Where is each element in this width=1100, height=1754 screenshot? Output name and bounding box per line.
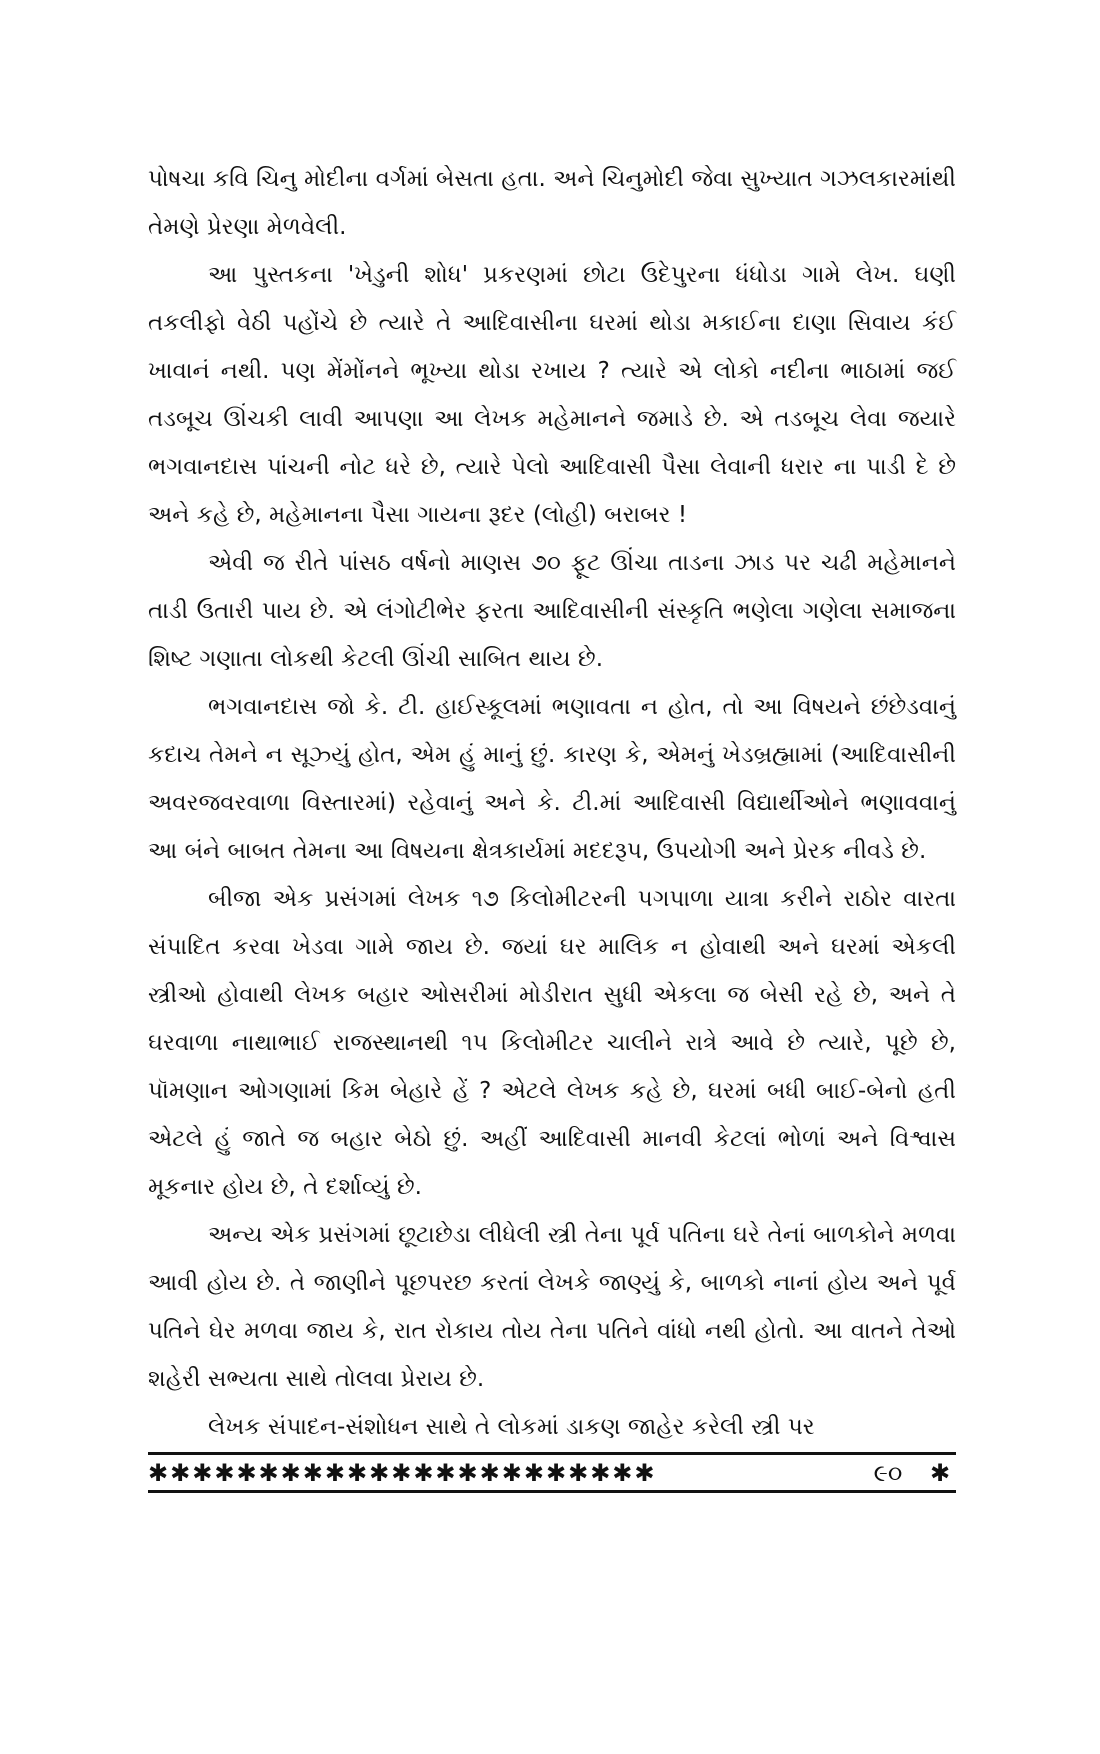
page-number: ૯૦ [873, 1459, 903, 1487]
paragraph-continued: પોષચા કવિ ચિનુ મોદીના વર્ગમાં બેસતા હતા. અને ચિનુમોદી જેવા સુખ્યાત ગઝલકારમાંથી તેમણે પ્રેરણા મેળવેલી. [148, 166, 956, 240]
footer-rule-top [148, 1452, 956, 1455]
footer-end-star-icon: ✱ [930, 1459, 951, 1487]
footer-rule-bottom [148, 1490, 956, 1493]
paragraph-tadi: એવી જ રીતે પાંસઠ વર્ષનો માણસ ૭૦ ફૂટ ઊંચા તાડના ઝાડ પર ચઢી મહેમાનને તાડી ઉતારી પાય છે. એ લંગોટીભેર ફરતા આદિવાસીની સંસ્કૃતિ ભણેલા ગણેલા સમાજના શિષ્ટ ગણાતા લોકથી કેટલી ઊંચી સાબિત થાય છે. [148, 550, 956, 672]
body-text [148, 155, 956, 1451]
page-footer [148, 1448, 956, 1498]
paragraph-bhagwandas: ભગવાનદાસ જો કે. ટી. હાઈસ્કૂલમાં ભણાવતા ન હોત, તો આ વિષયને છંછેડવાનું કદાચ તેમને ન સૂઝ્યું હોત, એમ હું માનું છું. કારણ કે, એમનું ખેડબ્રહ્મામાં (આદિવાસીની અવરજવરવાળા વિસ્તારમાં) રહેવાનું અને કે. ટી.માં આદિવાસી વિદ્યાર્થીઓને ભણાવવાનું આ બંને બાબત તેમના આ વિષયના ક્ષેત્રકાર્યમાં મદદરૂપ, ઉપયોગી અને પ્રેરક નીવડે છે. [148, 694, 956, 864]
paragraph-kheduni-shodh: આ પુસ્તકના 'ખેડુની શોધ' પ્રકરણમાં છોટા ઉદેપુરના ધંધોડા ગામે લેખ. ઘણી તકલીફો વેઠી પહોંચે છે ત્યારે તે આદિવાસીના ઘરમાં થોડા મકાઈના દાણા સિવાય કંઈ ખાવાનં નથી. પણ મેંમોંનને ભૂખ્યા થોડા રખાય ? ત્યારે એ લોકો નદીના ભાઠામાં જઈ તડબૂચ ઊંચકી લાવી આપણા આ લેખક મહેમાનને જમાડે છે. એ તડબૂચ લેવા જયારે ભગવાનદાસ પાંચની નોટ ધરે છે, ત્યારે પેલો આદિવાસી પૈસા લેવાની ધરાર ના પાડી દે છે અને કહે છે, મહેમાનના પૈસા ગાયના રૂદર (લોહી) બરાબર ! [148, 262, 956, 528]
paragraph-dakan: લેખક સંપાદન-સંશોધન સાથે તે લોકમાં ડાકણ જાહેર કરેલી સ્ત્રી પર [208, 1414, 815, 1440]
paragraph-divorce: અન્ય એક પ્રસંગમાં છૂટાછેડા લીધેલી સ્ત્રી તેના પૂર્વ પતિના ઘરે તેનાં બાળકોને મળવા આવી હોય છે. તે જાણીને પૂછપરછ કરતાં લેખકે જાણ્યું કે, બાળકો નાનાં હોય અને પૂર્વ પતિને ઘેર મળવા જાય કે, રાત રોકાય તોય તેના પતિને વાંધો નથી હોતો. આ વાતને તેઓ શહેરી સભ્યતા સાથે તોલવા પ્રેરાય છે. [148, 1222, 956, 1392]
footer-star-ornament: ✱✱✱✱✱✱✱✱✱✱✱✱✱✱✱✱✱✱✱✱✱✱✱ [148, 1459, 657, 1487]
paragraph-kheda-village: બીજા એક પ્રસંગમાં લેખક ૧૭ કિલોમીટરની પગપાળા યાત્રા કરીને રાઠોર વારતા સંપાદિત કરવા ખેડવા ગામે જાય છે. જયાં ઘર માલિક ન હોવાથી અને ઘરમાં એકલી સ્ત્રીઓ હોવાથી લેખક બહાર ઓસરીમાં મોડીરાત સુધી એકલા જ બેસી રહે છે, અને તે ઘરવાળા નાથાભાઈ રાજસ્થાનથી ૧૫ કિલોમીટર ચાલીને રાત્રે આવે છે ત્યારે, પૂછે છે, પૉમણાન ઓગણામાં કિમ બેહારે હેં ? એટલે લેખક કહે છે, ઘરમાં બધી બાઈ-બેનો હતી એટલે હું જાતે જ બહાર બેઠો છું. અહીં આદિવાસી માનવી કેટલાં ભોળાં અને વિશ્વાસ મૂકનાર હોય છે, તે દર્શાવ્યું છે. [148, 886, 956, 1200]
